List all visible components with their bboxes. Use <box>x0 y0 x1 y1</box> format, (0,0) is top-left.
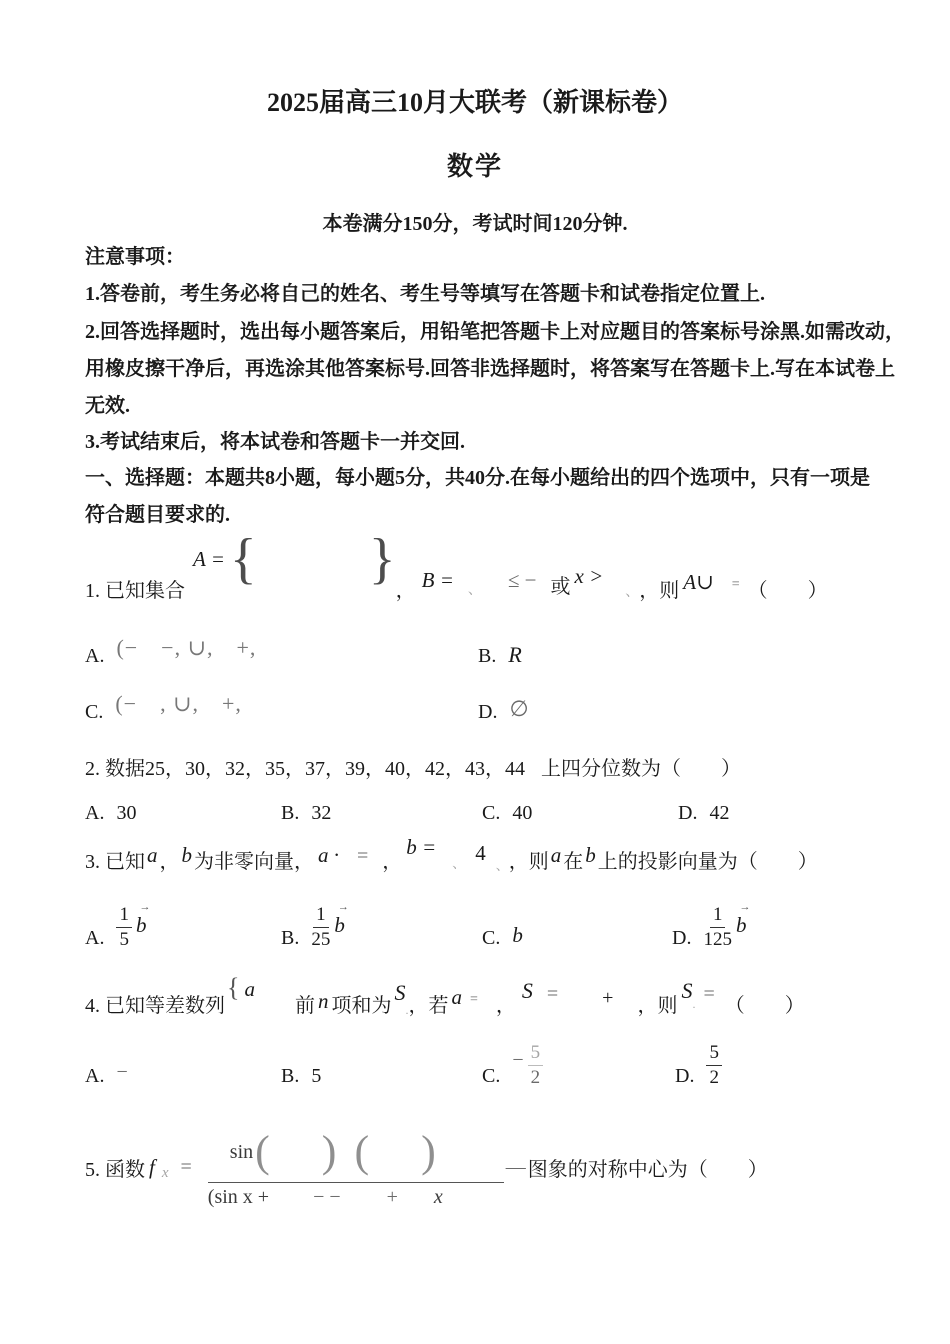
q3-option-a-fraction <box>116 904 132 950</box>
q1-option-d <box>478 686 529 724</box>
q2-stem-text: 2. 数据25，30，32，35，37，39，40，42，43，44 <box>85 758 525 780</box>
q1-then-text: ，则 <box>639 580 680 602</box>
question-4-stem <box>85 973 805 1018</box>
q2-option-a-label: A. <box>85 802 105 824</box>
q3-zai-text: 在 <box>563 851 584 873</box>
subject-title: 数学 <box>446 152 503 181</box>
q5-sin: sin <box>229 1140 254 1163</box>
q5-den-sinx: (sin x + <box>207 1186 270 1208</box>
q3-text-2: 上的投影向量为（ ） <box>597 851 818 873</box>
q4-option-c-minus: − <box>512 1049 524 1071</box>
q4-option-d <box>675 1030 722 1088</box>
notice-line-3: 3.考试结束后，将本试卷和答题卡一并交回. <box>85 431 465 453</box>
q5-den-plus: + <box>386 1186 398 1208</box>
q3-option-c <box>482 888 523 950</box>
q5-den-x: x <box>433 1186 443 1208</box>
q3-option-d-numerator: 1 <box>710 904 726 927</box>
q1-option-a-label: A. <box>85 645 105 667</box>
q2-option-c <box>482 797 532 825</box>
notice-line-2c: 无效. <box>85 395 130 417</box>
q4-s1: S <box>394 980 406 1005</box>
page-title: 2025届高三10月大联考（新课标卷） <box>266 88 683 117</box>
q4-s2: S <box>521 978 533 1003</box>
q2-option-d <box>678 797 729 825</box>
q5-num-paren-close-2: ) <box>421 1127 436 1176</box>
q5-den-minus: − − <box>313 1186 341 1208</box>
q4-option-a <box>85 1030 128 1088</box>
q2-option-b <box>281 797 331 825</box>
q4-sequence-group <box>227 975 255 1002</box>
q2-option-b-label: B. <box>281 802 300 824</box>
q1-answer-paren: （ ） <box>747 580 828 602</box>
question-5-stem <box>85 1115 768 1219</box>
q4-option-d-label: D. <box>675 1065 695 1087</box>
q4-answer-paren: （ ） <box>724 995 805 1017</box>
q4-qian-text: 前 <box>294 995 315 1017</box>
q4-ze-text: ，则 <box>637 995 678 1017</box>
q1-tick-1: 、 <box>467 583 482 598</box>
notice-line-2b: 用橡皮擦干净后，再选涂其他答案标号.回答非选择题时，将答案写在答题卡上.写在本试卷上 <box>85 358 895 380</box>
q5-dash: — <box>505 1155 526 1178</box>
q4-eq-3: = <box>703 983 715 1005</box>
q2-option-c-value: 40 <box>512 802 533 824</box>
question-3-stem <box>85 835 818 874</box>
q3-option-b-label: B. <box>281 927 300 949</box>
q3-a-dot: a · <box>318 843 339 867</box>
q1-x-gt: x > <box>574 564 604 588</box>
q3-option-b-fraction <box>311 904 330 950</box>
q4-option-a-label: A. <box>85 1065 105 1087</box>
q1-eq-2: = <box>731 577 740 592</box>
q4-option-c <box>482 1030 543 1088</box>
exam-info: 本卷满分150分，考试时间120分钟. <box>322 213 628 235</box>
q5-eq: = <box>180 1155 192 1178</box>
q3-option-b-denominator: 25 <box>311 928 331 950</box>
q5-f: f <box>149 1154 155 1179</box>
q4-s3: S <box>681 978 693 1003</box>
q1-option-d-value: ∅ <box>509 696 529 721</box>
q1-option-c <box>85 686 242 724</box>
q3-tick-1: 、 <box>452 856 466 871</box>
q3-option-d-fraction <box>703 904 732 950</box>
q1-a-union: A∪ <box>683 570 714 594</box>
q4-eq-2: = <box>546 983 559 1005</box>
q4-brace: { <box>227 973 240 1002</box>
q3-vector-b: b <box>181 843 192 867</box>
q3-a-2: a <box>550 843 562 867</box>
q4-n: n <box>317 989 329 1013</box>
q2-option-d-value: 42 <box>709 802 730 824</box>
q3-option-b <box>281 888 349 950</box>
q4-option-b-value: 5 <box>311 1065 322 1087</box>
q4-eq-1: = <box>469 992 478 1007</box>
q4-option-d-numerator: 5 <box>706 1042 722 1065</box>
q4-option-c-label: C. <box>482 1065 501 1087</box>
q4-a2: a <box>451 985 462 1009</box>
q1-comma-1: ， <box>395 580 416 602</box>
q4-option-c-denominator: 2 <box>530 1066 541 1088</box>
vector-arrow-icon: → <box>139 901 151 913</box>
notices-heading: 注意事项： <box>85 246 185 268</box>
q4-comma: ， <box>495 995 516 1017</box>
q5-x-arg: x <box>161 1164 169 1181</box>
q5-suffix-text: 图象的对称中心为（ ） <box>527 1158 768 1181</box>
q1-option-b-value: R <box>508 642 522 667</box>
section-one-heading-line1: 一、选择题：本题共8小题，每小题5分，共40分.在每小题给出的四个选项中，只有一项是 <box>85 467 870 489</box>
q3-option-a-label: A. <box>85 927 105 949</box>
q4-a-sub: a <box>244 977 255 1001</box>
q3-vector-a: a <box>147 843 158 867</box>
q4-option-d-denominator: 2 <box>709 1066 719 1088</box>
q3-option-d-vector-b: → b <box>735 901 751 937</box>
q5-numerator <box>208 1125 504 1183</box>
q5-num-paren-close-1: ) <box>321 1127 337 1176</box>
vector-arrow-icon: → <box>739 901 751 913</box>
q3-value-4: 4 <box>475 841 486 865</box>
vector-arrow-icon: → <box>337 901 349 913</box>
q2-option-a <box>85 797 136 825</box>
q4-s3-sub: . <box>692 997 696 1011</box>
q3-eq-1: = <box>357 845 369 867</box>
q2-option-d-label: D. <box>678 802 698 824</box>
q3-tick-2: 、 <box>495 858 509 873</box>
q1-or-text: 或 <box>550 576 571 598</box>
notice-line-2a: 2.回答选择题时，选出每小题答案后，用铅笔把答题卡上对应题目的答案标号涂黑.如需改动， <box>85 321 905 343</box>
q1-option-c-value: (− , ∪, +, <box>115 691 242 716</box>
q3-option-b-numerator: 1 <box>313 904 329 927</box>
q4-option-b <box>281 1030 321 1088</box>
q5-num-paren-open-2: ( <box>354 1127 370 1176</box>
q3-comma-1: ， <box>159 851 180 873</box>
q3-option-b-vector-b: → b <box>334 901 349 937</box>
q3-option-d-denominator: 125 <box>703 928 732 950</box>
q3-b-2: b <box>585 843 596 867</box>
q3-stem-text: 3. 已知 <box>85 851 145 873</box>
q3-option-a <box>85 888 151 950</box>
q1-option-b <box>478 630 522 668</box>
q2-option-a-value: 30 <box>116 802 137 824</box>
q3-option-c-label: C. <box>482 927 501 949</box>
q3-option-d <box>672 888 751 950</box>
q4-option-b-label: B. <box>281 1065 300 1087</box>
q1-option-b-label: B. <box>478 645 497 667</box>
notice-line-1: 1.答卷前，考生务必将自己的姓名、考生号等填写在答题卡和试卷指定位置上. <box>85 283 765 305</box>
q3-option-a-numerator: 1 <box>116 904 132 927</box>
q3-text-1: 为非零向量， <box>194 851 314 873</box>
q2-option-c-label: C. <box>482 802 501 824</box>
q4-option-a-value: − <box>116 1061 128 1083</box>
q5-stem-text: 5. 函数 <box>85 1158 145 1181</box>
question-2-stem <box>85 753 741 781</box>
q3-option-d-label: D. <box>672 927 692 949</box>
q2-option-b-value: 32 <box>311 802 332 824</box>
q1-tick-2: 、 <box>625 585 640 600</box>
q5-fraction <box>208 1125 504 1209</box>
q5-denominator <box>208 1183 504 1209</box>
q4-option-c-numerator: 5 <box>528 1042 544 1065</box>
q1-option-c-label: C. <box>85 701 104 723</box>
q3-option-a-denominator: 5 <box>119 928 129 950</box>
q4-option-c-fraction <box>528 1042 544 1088</box>
q3-option-a-vector-b: → b <box>135 901 151 937</box>
q3-comma-2: ， <box>382 851 403 873</box>
section-one-heading-line2: 符合题目要求的. <box>85 504 230 526</box>
q1-set-b-eq: B = <box>421 568 454 592</box>
q3-b-eq: b = <box>406 835 437 859</box>
q4-stem-text: 4. 已知等差数列 <box>85 995 225 1017</box>
q1-option-a <box>85 630 256 668</box>
q4-s1-sub: . <box>405 1003 409 1017</box>
q1-right-brace: } <box>368 528 396 590</box>
q1-option-d-label: D. <box>478 701 498 723</box>
question-1-stem <box>85 528 828 603</box>
q1-stem-text: 1. 已知集合 <box>85 580 185 602</box>
q5-num-paren-open-1: ( <box>255 1127 270 1176</box>
q3-option-c-value: b <box>512 923 523 947</box>
q4-option-d-fraction <box>706 1042 722 1088</box>
q1-leq-minus: ≤ − <box>507 568 537 592</box>
q1-set-a-eq: A = <box>193 546 225 571</box>
q4-xiang-text: 项和为 <box>331 995 392 1017</box>
q2-stem-text-2: 上四分位数为（ ） <box>541 758 741 780</box>
q1-set-a-group <box>193 528 396 590</box>
q4-ruo-text: ，若 <box>408 995 449 1017</box>
q3-then-text: ，则 <box>508 851 549 873</box>
q1-left-brace: { <box>229 528 257 590</box>
q4-plus: + <box>602 987 614 1009</box>
q1-option-a-value: (− −, ∪, +, <box>116 635 257 660</box>
